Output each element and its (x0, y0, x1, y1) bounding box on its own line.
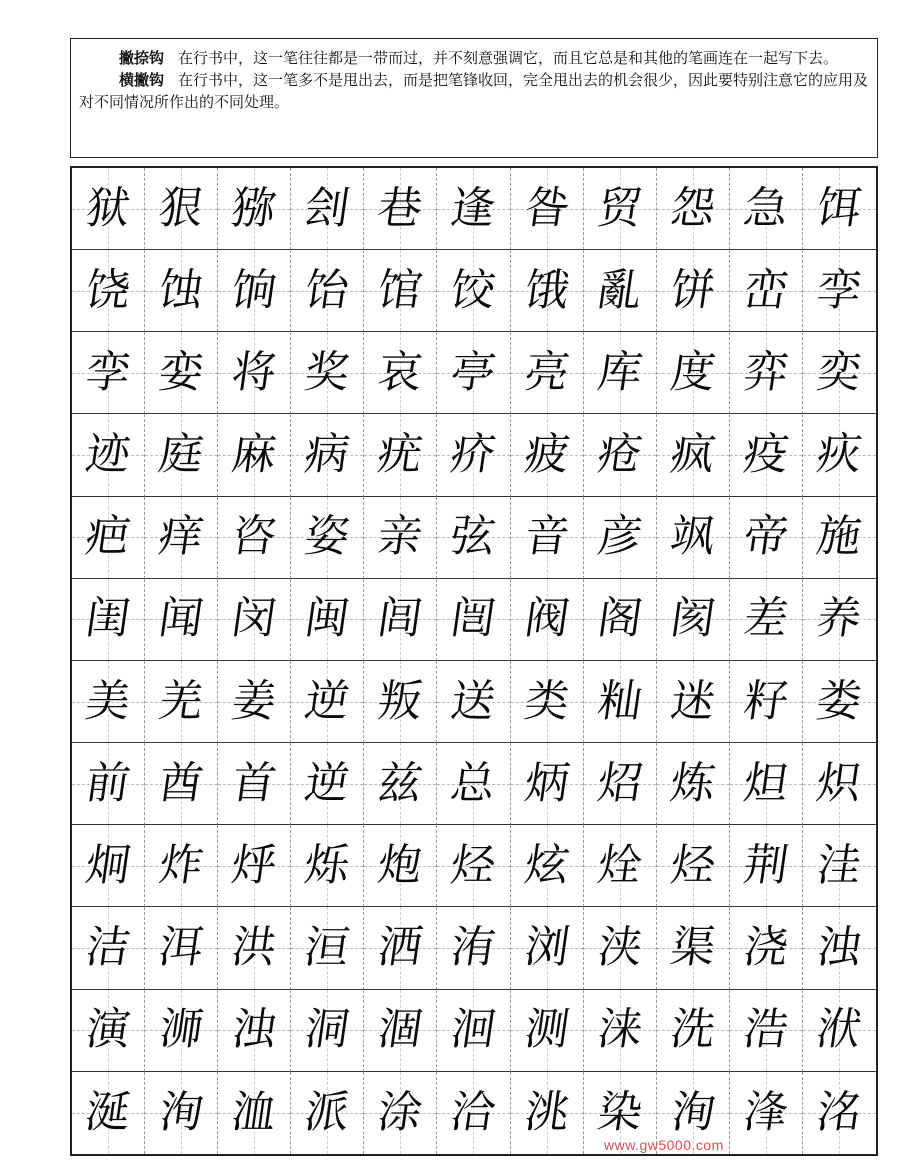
calligraphy-character: 蚀 (155, 264, 207, 316)
grid-cell (657, 743, 730, 825)
calligraphy-character: 奖 (301, 346, 353, 398)
stroke-description-2: 在行书中，这一笔多不是甩出去，而是把笔锋收回，完全甩出去的机会很少，因此要特别注意它的应用及对不同情况所作出的不同处理。 (79, 71, 869, 111)
grid-cell (730, 579, 803, 661)
calligraphy-character: 弈 (740, 346, 792, 398)
calligraphy-character: 逆 (301, 675, 353, 727)
calligraphy-character: 姿 (301, 511, 353, 563)
calligraphy-character: 演 (82, 1004, 134, 1056)
calligraphy-character: 荆 (740, 839, 792, 891)
grid-cell (657, 907, 730, 989)
stroke-term-2: 横撇钩 (119, 71, 165, 89)
intro-paragraph-1 (79, 47, 869, 69)
site-watermark: www.gw5000.com (604, 1137, 724, 1153)
grid-cell (364, 579, 437, 661)
calligraphy-character: 炯 (82, 839, 134, 891)
grid-cell (72, 743, 145, 825)
grid-cell (657, 661, 730, 743)
calligraphy-character: 酋 (155, 757, 207, 809)
grid-cell (72, 414, 145, 496)
grid-cell (803, 250, 876, 332)
grid-cell (511, 497, 584, 579)
calligraphy-character: 饵 (813, 182, 866, 234)
calligraphy-character: 奕 (813, 346, 866, 398)
grid-cell (364, 414, 437, 496)
grid-cell (584, 990, 657, 1072)
grid-cell (437, 250, 510, 332)
grid-cell (218, 1072, 291, 1154)
calligraphy-character: 病 (301, 429, 353, 481)
grid-cell (291, 579, 364, 661)
calligraphy-character: 洹 (301, 922, 353, 974)
grid-cell (730, 743, 803, 825)
calligraphy-character: 洞 (301, 1004, 353, 1056)
grid-cell (291, 497, 364, 579)
grid-cell (364, 250, 437, 332)
grid-cell (145, 661, 218, 743)
grid-cell (511, 743, 584, 825)
calligraphy-character: 弦 (447, 511, 500, 563)
calligraphy-character: 逢 (447, 182, 500, 234)
grid-cell (291, 907, 364, 989)
character-grid (72, 168, 876, 1154)
stroke-term-1: 撇捺钩 (119, 49, 165, 67)
calligraphy-character: 庭 (155, 429, 207, 481)
grid-cell (511, 990, 584, 1072)
calligraphy-character: 飒 (667, 511, 719, 563)
calligraphy-character: 洁 (82, 922, 134, 974)
grid-cell (72, 907, 145, 989)
calligraphy-character: 测 (521, 1004, 573, 1056)
grid-cell (437, 990, 510, 1072)
calligraphy-character: 馆 (374, 264, 427, 316)
grid-cell (437, 743, 510, 825)
calligraphy-character: 洗 (667, 1004, 719, 1056)
grid-cell (657, 497, 730, 579)
grid-cell (437, 332, 510, 414)
calligraphy-character: 前 (82, 757, 134, 809)
grid-cell (511, 1072, 584, 1154)
calligraphy-character: 类 (521, 675, 573, 727)
calligraphy-character: 浇 (740, 922, 792, 974)
grid-cell (657, 990, 730, 1072)
calligraphy-character: 洽 (447, 1086, 500, 1138)
grid-cell (364, 168, 437, 250)
grid-cell (511, 825, 584, 907)
grid-cell (730, 414, 803, 496)
calligraphy-character: 籽 (740, 675, 792, 727)
calligraphy-character: 炮 (374, 839, 427, 891)
grid-cell (145, 743, 218, 825)
calligraphy-character: 染 (594, 1086, 646, 1138)
grid-cell (584, 332, 657, 414)
grid-cell (291, 743, 364, 825)
grid-cell (803, 414, 876, 496)
calligraphy-character: 洑 (813, 1004, 866, 1056)
calligraphy-character: 送 (447, 675, 500, 727)
stroke-description-1: 在行书中，这一笔往往都是一带而过，并不刻意强调它，而且它总是和其他的笔画连在一起写下去。 (178, 49, 839, 67)
grid-cell (657, 168, 730, 250)
calligraphy-character: 急 (740, 182, 792, 234)
grid-cell (803, 1072, 876, 1154)
grid-cell (291, 250, 364, 332)
calligraphy-character: 浏 (521, 922, 573, 974)
grid-cell (803, 497, 876, 579)
calligraphy-character: 涸 (374, 1004, 427, 1056)
calligraphy-character: 施 (813, 511, 866, 563)
grid-cell (437, 825, 510, 907)
calligraphy-character: 饶 (82, 264, 134, 316)
grid-cell (437, 497, 510, 579)
calligraphy-character: 疤 (82, 511, 134, 563)
grid-cell (218, 250, 291, 332)
grid-cell (803, 579, 876, 661)
calligraphy-character: 疣 (374, 429, 427, 481)
calligraphy-character: 峦 (740, 264, 792, 316)
grid-cell (145, 990, 218, 1072)
calligraphy-character: 炫 (521, 839, 573, 891)
calligraphy-character: 羌 (155, 675, 207, 727)
grid-cell (803, 332, 876, 414)
grid-cell (364, 661, 437, 743)
intro-box (70, 38, 878, 158)
calligraphy-character: 差 (740, 593, 792, 645)
grid-cell (291, 990, 364, 1072)
grid-cell (437, 579, 510, 661)
grid-cell (511, 579, 584, 661)
grid-cell (218, 579, 291, 661)
calligraphy-character: 哀 (374, 346, 427, 398)
calligraphy-character: 炼 (667, 757, 719, 809)
grid-cell (803, 168, 876, 250)
calligraphy-character: 迷 (667, 675, 719, 727)
calligraphy-character: 狠 (155, 182, 207, 234)
grid-cell (218, 990, 291, 1072)
calligraphy-character: 炳 (521, 757, 573, 809)
grid-cell (218, 907, 291, 989)
grid-cell (511, 414, 584, 496)
grid-cell (730, 825, 803, 907)
calligraphy-character: 疯 (667, 429, 719, 481)
calligraphy-character: 音 (521, 511, 573, 563)
grid-cell (72, 579, 145, 661)
calligraphy-character: 洱 (155, 922, 207, 974)
calligraphy-character: 彦 (594, 511, 646, 563)
grid-cell (437, 661, 510, 743)
calligraphy-character: 烃 (667, 839, 719, 891)
calligraphy-character: 洮 (521, 1086, 573, 1138)
grid-cell (657, 414, 730, 496)
grid-cell (72, 825, 145, 907)
calligraphy-character: 痒 (155, 511, 207, 563)
grid-cell (584, 168, 657, 250)
calligraphy-character: 怨 (667, 182, 719, 234)
grid-cell (803, 825, 876, 907)
grid-cell (72, 990, 145, 1072)
calligraphy-character: 疥 (447, 429, 500, 481)
calligraphy-character: 疢 (813, 429, 866, 481)
calligraphy-character: 狱 (82, 182, 134, 234)
calligraphy-character: 洒 (374, 922, 427, 974)
calligraphy-character: 洵 (667, 1086, 719, 1138)
calligraphy-character: 浃 (594, 922, 646, 974)
calligraphy-character: 闻 (155, 593, 207, 645)
calligraphy-character: 闺 (82, 593, 134, 645)
grid-cell (145, 825, 218, 907)
calligraphy-character: 咨 (228, 511, 280, 563)
grid-cell (291, 332, 364, 414)
calligraphy-character: 巷 (374, 182, 427, 234)
grid-cell (72, 168, 145, 250)
calligraphy-character: 姜 (228, 675, 280, 727)
calligraphy-character: 养 (813, 593, 866, 645)
calligraphy-character: 阂 (667, 593, 719, 645)
grid-cell (730, 661, 803, 743)
calligraphy-character: 炽 (813, 757, 866, 809)
grid-cell (291, 414, 364, 496)
grid-cell (511, 661, 584, 743)
grid-cell (730, 332, 803, 414)
grid-cell (218, 332, 291, 414)
calligraphy-character: 饴 (301, 264, 353, 316)
calligraphy-character: 娄 (813, 675, 866, 727)
calligraphy-character: 昝 (521, 182, 573, 234)
grid-cell (803, 990, 876, 1072)
grid-cell (145, 414, 218, 496)
intro-paragraph-2 (79, 69, 869, 113)
calligraphy-character: 浊 (228, 1004, 280, 1056)
grid-cell (364, 1072, 437, 1154)
grid-cell (511, 168, 584, 250)
calligraphy-character: 烇 (594, 839, 646, 891)
calligraphy-character: 贸 (594, 182, 646, 234)
calligraphy-character: 饼 (667, 264, 719, 316)
calligraphy-character: 娈 (155, 346, 207, 398)
grid-cell (584, 414, 657, 496)
calligraphy-character: 亮 (521, 346, 573, 398)
calligraphy-character: 度 (667, 346, 719, 398)
calligraphy-character: 饺 (447, 264, 500, 316)
calligraphy-character: 烃 (447, 839, 500, 891)
grid-cell (291, 168, 364, 250)
calligraphy-character: 炟 (740, 757, 792, 809)
calligraphy-character: 疲 (521, 429, 573, 481)
grid-cell (584, 250, 657, 332)
calligraphy-character: 洼 (813, 839, 866, 891)
grid-cell (364, 990, 437, 1072)
grid-cell (437, 1072, 510, 1154)
calligraphy-character: 浩 (740, 1004, 792, 1056)
calligraphy-character: 洫 (228, 1086, 280, 1138)
calligraphy-character: 炤 (594, 757, 646, 809)
grid-cell (291, 825, 364, 907)
grid-cell (364, 743, 437, 825)
grid-cell (72, 497, 145, 579)
grid-cell (437, 168, 510, 250)
calligraphy-character: 亭 (447, 346, 500, 398)
grid-cell (145, 907, 218, 989)
calligraphy-character: 疮 (594, 429, 646, 481)
grid-cell (730, 1072, 803, 1154)
calligraphy-character: 阀 (521, 593, 573, 645)
calligraphy-character: 涂 (374, 1086, 427, 1138)
calligraphy-character: 洺 (813, 1086, 866, 1138)
grid-cell (584, 825, 657, 907)
grid-cell (730, 168, 803, 250)
calligraphy-character: 籼 (594, 675, 646, 727)
calligraphy-character: 闿 (447, 593, 500, 645)
calligraphy-character: 猕 (228, 182, 280, 234)
calligraphy-character: 渠 (667, 922, 719, 974)
calligraphy-character: 疫 (740, 429, 792, 481)
grid-cell (218, 497, 291, 579)
grid-cell (364, 332, 437, 414)
grid-cell (218, 825, 291, 907)
grid-cell (584, 497, 657, 579)
grid-cell (145, 250, 218, 332)
calligraphy-character: 炸 (155, 839, 207, 891)
grid-cell (72, 1072, 145, 1154)
calligraphy-character: 烁 (301, 839, 353, 891)
grid-cell (218, 661, 291, 743)
grid-cell (584, 743, 657, 825)
grid-cell (145, 168, 218, 250)
calligraphy-character: 兹 (374, 757, 427, 809)
practice-grid (70, 166, 878, 1156)
calligraphy-character: 亲 (374, 511, 427, 563)
calligraphy-character: 烀 (228, 839, 280, 891)
grid-cell (145, 1072, 218, 1154)
calligraphy-character: 麻 (228, 429, 280, 481)
calligraphy-character: 阁 (594, 593, 646, 645)
calligraphy-character: 总 (447, 757, 500, 809)
grid-cell (803, 743, 876, 825)
calligraphy-character: 饿 (521, 264, 573, 316)
calligraphy-character: 首 (228, 757, 280, 809)
calligraphy-character: 孪 (813, 264, 866, 316)
grid-cell (72, 661, 145, 743)
grid-cell (657, 332, 730, 414)
grid-cell (584, 579, 657, 661)
grid-cell (730, 250, 803, 332)
calligraphy-character: 叛 (374, 675, 427, 727)
calligraphy-character: 洄 (447, 1004, 500, 1056)
grid-cell (584, 661, 657, 743)
grid-cell (511, 907, 584, 989)
calligraphy-character: 帝 (740, 511, 792, 563)
calligraphy-character: 将 (228, 346, 280, 398)
calligraphy-character: 饷 (228, 264, 280, 316)
calligraphy-character: 浊 (813, 922, 866, 974)
grid-cell (291, 1072, 364, 1154)
calligraphy-character: 洪 (228, 922, 280, 974)
calligraphy-character: 洧 (447, 922, 500, 974)
grid-cell (730, 990, 803, 1072)
calligraphy-character: 洵 (155, 1086, 207, 1138)
grid-cell (145, 579, 218, 661)
grid-cell (72, 250, 145, 332)
grid-cell (364, 825, 437, 907)
grid-cell (511, 250, 584, 332)
grid-cell (511, 332, 584, 414)
calligraphy-character: 亂 (594, 264, 646, 316)
calligraphy-character: 库 (594, 346, 646, 398)
calligraphy-character: 浉 (155, 1004, 207, 1056)
grid-cell (657, 579, 730, 661)
grid-cell (145, 332, 218, 414)
calligraphy-character: 刽 (301, 182, 353, 234)
calligraphy-character: 迹 (82, 429, 134, 481)
calligraphy-character: 派 (301, 1086, 353, 1138)
calligraphy-character: 闾 (374, 593, 427, 645)
grid-cell (437, 907, 510, 989)
grid-cell (364, 497, 437, 579)
calligraphy-character: 闽 (301, 593, 353, 645)
grid-cell (803, 907, 876, 989)
calligraphy-character: 涞 (594, 1004, 646, 1056)
grid-cell (584, 907, 657, 989)
grid-cell (218, 168, 291, 250)
grid-cell (72, 332, 145, 414)
calligraphy-character: 逆 (301, 757, 353, 809)
grid-cell (657, 825, 730, 907)
calligraphy-character: 美 (82, 675, 134, 727)
grid-cell (145, 497, 218, 579)
grid-cell (803, 661, 876, 743)
grid-cell (218, 414, 291, 496)
calligraphy-character: 闵 (228, 593, 280, 645)
grid-cell (291, 661, 364, 743)
grid-cell (364, 907, 437, 989)
calligraphy-character: 孪 (82, 346, 134, 398)
calligraphy-character: 浲 (740, 1086, 792, 1138)
grid-cell (730, 497, 803, 579)
grid-cell (437, 414, 510, 496)
grid-cell (218, 743, 291, 825)
grid-cell (730, 907, 803, 989)
grid-cell (657, 250, 730, 332)
calligraphy-character: 涎 (82, 1086, 134, 1138)
